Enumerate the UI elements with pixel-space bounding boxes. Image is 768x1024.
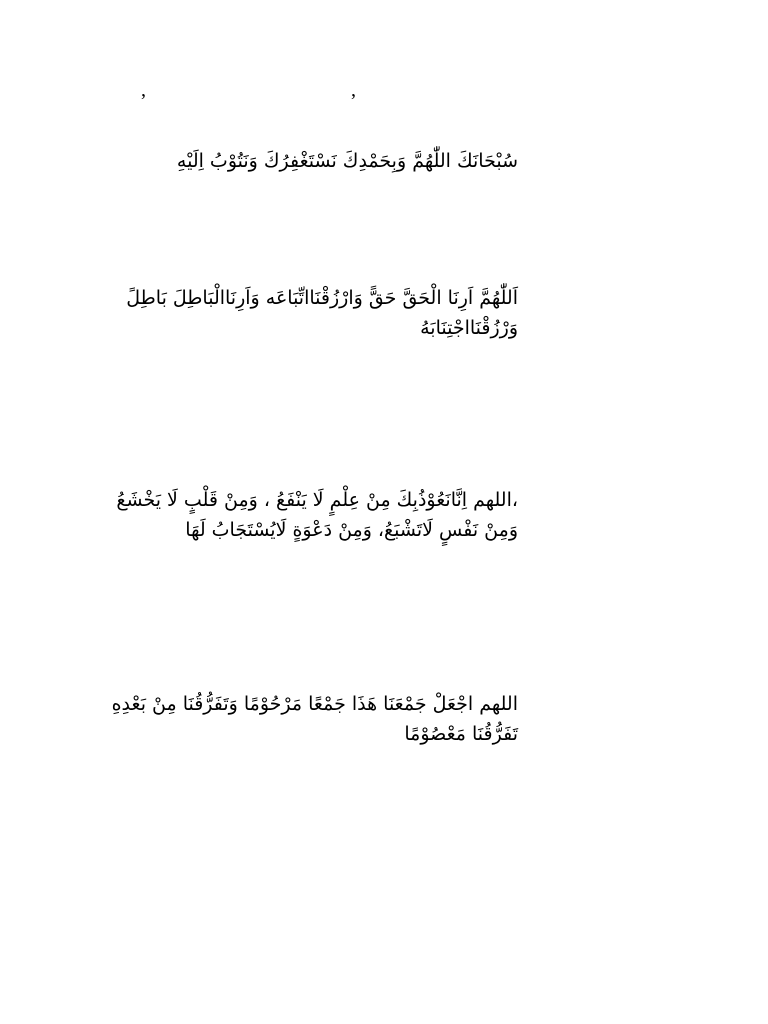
text-line: اَللّٰهُمَّ اَرِنَا الْحَقَّ حَقًّ وَارْزُقْنَااتِّبَاعَه وَاَرِنَاالْبَاطِلَ بَاطِلً bbox=[126, 287, 518, 309]
dua-paragraph-2 bbox=[60, 283, 518, 343]
dua-paragraph-4 bbox=[60, 689, 518, 749]
text-line: اللهم اجْعَلْ جَمْعَنَا هَذَا جَمْعًا مَرْحُوْمًا وَتَفَرُّقُنَا مِنْ بَعْدِهِ bbox=[111, 693, 518, 715]
text-line: وَمِنْ نَفْسٍ لَاتَشْبَعُ، وَمِنْ دَعْوَةٍ لَايُسْتَجَابُ لَهَا bbox=[185, 519, 518, 541]
text-line: ،اللهم اِنَّانَعُوْذُبِكَ مِنْ عِلْمٍ لَا يَنْفَعُ ، وَمِنْ قَلْبٍ لَا يَخْشَعُ bbox=[116, 489, 518, 511]
text-line: سُبْحَانَكَ اللّٰهُمَّ وَبِحَمْدِكَ نَسْتَغْفِرُكَ وَنَتُوْبُ اِلَيْهِ bbox=[176, 150, 518, 172]
text-line: وَرْزُقْنَااجْتِنَابَهُ bbox=[420, 317, 518, 339]
dua-paragraph-1 bbox=[60, 146, 518, 176]
dua-paragraph-3 bbox=[60, 485, 518, 545]
text-line: تَفَرُّقُنَا مَعْصُوْمًا bbox=[404, 723, 518, 745]
stray-comma: , bbox=[351, 79, 356, 101]
stray-comma: , bbox=[141, 79, 146, 101]
